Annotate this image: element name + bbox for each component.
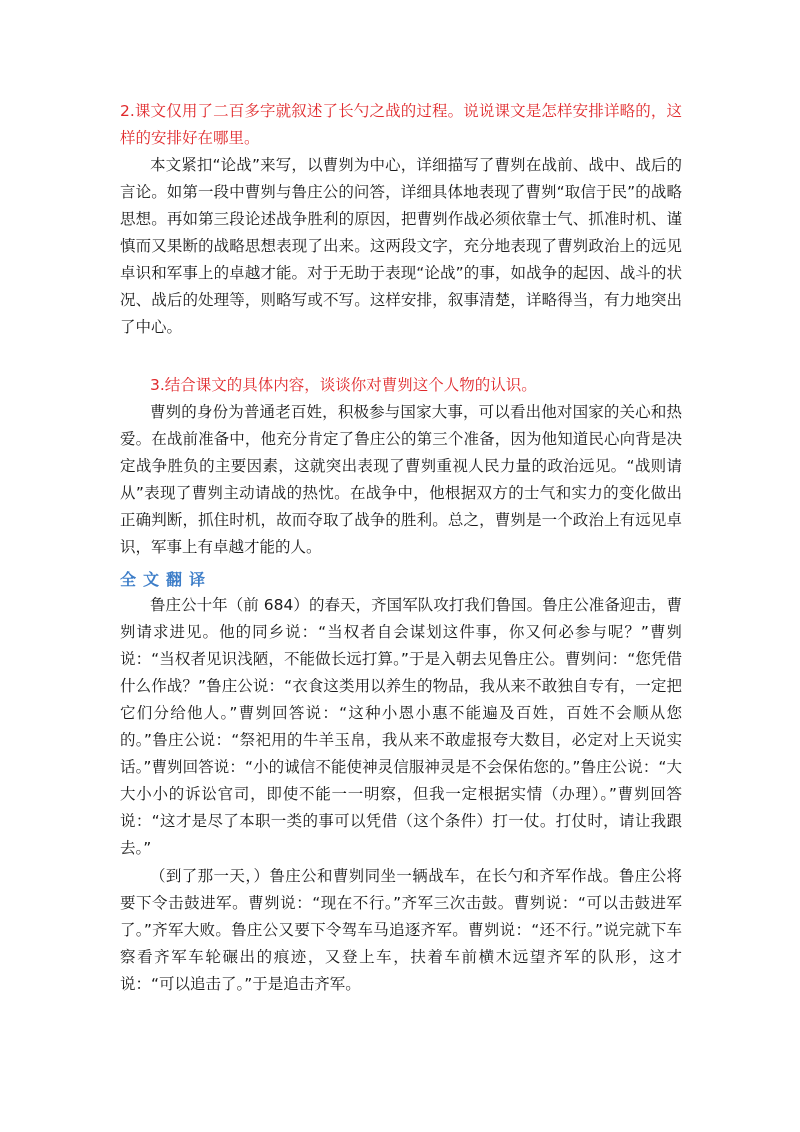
translation-paragraph-2: （到了那一天，）鲁庄公和曹刿同坐一辆战车，在长勺和齐军作战。鲁庄公将要下令击鼓进军。曹刿说：“现在不行。”齐军三次击鼓。曹刿说：“可以击鼓进军了。”齐军大败。鲁庄公又要下令驾车马追逐齐军。曹刿说：“还不行。”说完就下车察看齐军车轮碾出的痕迹，又登上车，扶着车前横木远望齐军的队形，这才说：“可以追击了。”于是追击齐军。 <box>120 867 682 993</box>
translation-heading: 全文翻译 <box>120 570 213 589</box>
question-3: 3.结合课文的具体内容，谈谈你对曹刿这个人物的认识。 <box>150 376 537 394</box>
answer-2: 本文紧扣“论战”来写，以曹刿为中心，详细描写了曹刿在战前、战中、战后的言论。如第一段中曹刿与鲁庄公的问答，详细具体地表现了曹刿“取信于民”的战略思想。再如第三段论述战争胜利的原因，把曹刿作战必须依靠士气、抓准时机、谨慎而又果断的战略思想表现了出来。这两段文字，充分地表现了曹刿政治上的远见卓识和军事上的卓越才能。对于无助于表现“论战”的事，如战争的起因、战斗的状况、战后的处理等，则略写或不写。这样安排，叙事清楚，详略得当，有力地突出了中心。 <box>120 156 682 336</box>
question-2: 2.课文仅用了二百多字就叙述了长勺之战的过程。说说课文是怎样安排详略的，这样的安排好在哪里。 <box>120 102 682 147</box>
answer-3: 曹刿的身份为普通老百姓，积极参与国家大事，可以看出他对国家的关心和热爱。在战前准备中，他充分肯定了鲁庄公的第三个准备，因为他知道民心向背是决定战争胜负的主要因素，这就突出表现了曹刿重视人民力量的政治远见。“战则请从”表现了曹刿主动请战的热忱。在战争中，他根据双方的士气和实力的变化做出正确判断，抓住时机，故而夺取了战争的胜利。总之，曹刿是一个政治上有远见卓识，军事上有卓越才能的人。 <box>120 403 682 556</box>
translation-paragraph-1: 鲁庄公十年（前 684）的春天，齐国军队攻打我们鲁国。鲁庄公准备迎击，曹刿请求进见。他的同乡说：“当权者自会谋划这件事，你又何必参与呢？”曹刿说：“当权者见识浅陋，不能做长远打算。”于是入朝去见鲁庄公。曹刿问：“您凭借什么作战？”鲁庄公说：“衣食这类用以养生的物品，我从来不敢独自专有，一定把它们分给他人。”曹刿回答说：“这种小恩小惠不能遍及百姓，百姓不会顺从您的。”鲁庄公说：“祭祀用的牛羊玉帛，我从来不敢虚报夸大数目，必定对上天说实话。”曹刿回答说：“小的诚信不能使神灵信服神灵是不会保佑您的。”鲁庄公说：“大大小小的诉讼官司，即使不能一一明察，但我一定根据实情（办理）。”曹刿回答说：“这才是尽了本职一类的事可以凭借（这个条件）打一仗。打仗时，请让我跟去。” <box>120 596 682 857</box>
